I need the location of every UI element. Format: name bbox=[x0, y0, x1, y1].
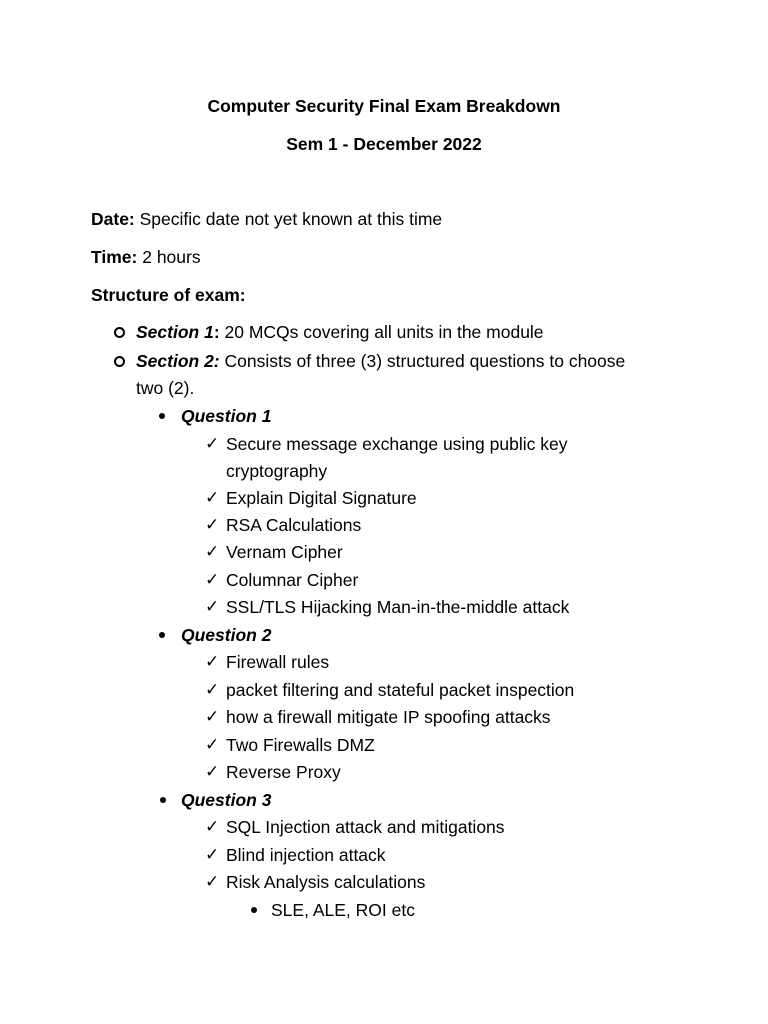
q2-item-ip-spoofing: how a firewall mitigate IP spoofing attacks bbox=[226, 707, 551, 727]
checkmark-icon: ✓ bbox=[205, 680, 220, 700]
question-2-label: Question 2 bbox=[181, 625, 272, 645]
document-subtitle: Sem 1 - December 2022 bbox=[286, 134, 482, 154]
section-2-text-continued: two (2). bbox=[136, 378, 195, 398]
section-2-line bbox=[136, 350, 625, 372]
q3-item-risk-analysis: Risk Analysis calculations bbox=[226, 872, 426, 892]
q3-subitem-sle-ale-roi: SLE, ALE, ROI etc bbox=[271, 900, 415, 920]
q2-item-packet-filtering: packet filtering and stateful packet inspection bbox=[226, 680, 575, 700]
checkmark-icon: ✓ bbox=[205, 652, 220, 672]
section-1-line bbox=[136, 321, 544, 343]
bullet-icon bbox=[159, 632, 165, 638]
question-1-label: Question 1 bbox=[181, 406, 272, 426]
checkmark-icon: ✓ bbox=[205, 434, 220, 454]
bullet-icon bbox=[160, 797, 166, 803]
structure-heading: Structure of exam: bbox=[91, 285, 246, 305]
q1-item-rsa: RSA Calculations bbox=[226, 515, 362, 535]
q1-item-digital-signature: Explain Digital Signature bbox=[226, 488, 417, 508]
date-line bbox=[91, 208, 442, 230]
checkmark-icon: ✓ bbox=[205, 817, 220, 837]
checkmark-icon: ✓ bbox=[205, 872, 220, 892]
checkmark-icon: ✓ bbox=[205, 488, 220, 508]
section-2-label: Section 2: bbox=[136, 351, 220, 371]
bullet-icon bbox=[251, 907, 257, 913]
section-1-colon: : bbox=[213, 322, 220, 342]
bullet-icon bbox=[159, 413, 165, 419]
section-1-text: 20 MCQs covering all units in the module bbox=[219, 322, 544, 342]
checkmark-icon: ✓ bbox=[205, 515, 220, 535]
date-label: Date: bbox=[91, 209, 135, 229]
time-label: Time: bbox=[91, 247, 138, 267]
checkmark-icon: ✓ bbox=[205, 762, 220, 782]
q1-item-ssl-tls: SSL/TLS Hijacking Man-in-the-middle attack bbox=[226, 597, 570, 617]
checkmark-icon: ✓ bbox=[205, 735, 220, 755]
document-title: Computer Security Final Exam Breakdown bbox=[207, 96, 561, 116]
q1-item-message-exchange-continued: cryptography bbox=[226, 461, 328, 481]
question-3-label: Question 3 bbox=[181, 790, 272, 810]
section-1-label: Section 1 bbox=[136, 322, 214, 342]
checkmark-icon: ✓ bbox=[205, 845, 220, 865]
q2-item-reverse-proxy: Reverse Proxy bbox=[226, 762, 341, 782]
q3-item-sql-injection: SQL Injection attack and mitigations bbox=[226, 817, 505, 837]
q1-item-vernam: Vernam Cipher bbox=[226, 542, 343, 562]
checkmark-icon: ✓ bbox=[205, 597, 220, 617]
date-value: Specific date not yet known at this time bbox=[134, 209, 443, 229]
q2-item-firewall-rules: Firewall rules bbox=[226, 652, 330, 672]
checkmark-icon: ✓ bbox=[205, 542, 220, 562]
checkmark-icon: ✓ bbox=[205, 707, 220, 727]
hollow-bullet-icon bbox=[114, 356, 125, 367]
q2-item-dmz: Two Firewalls DMZ bbox=[226, 735, 375, 755]
time-value: 2 hours bbox=[137, 247, 201, 267]
checkmark-icon: ✓ bbox=[205, 570, 220, 590]
q3-item-blind-injection: Blind injection attack bbox=[226, 845, 386, 865]
section-2-text: Consists of three (3) structured questions to choose bbox=[219, 351, 626, 371]
q1-item-columnar: Columnar Cipher bbox=[226, 570, 359, 590]
q1-item-message-exchange: Secure message exchange using public key bbox=[226, 434, 568, 454]
hollow-bullet-icon bbox=[114, 327, 125, 338]
time-line bbox=[91, 246, 201, 268]
